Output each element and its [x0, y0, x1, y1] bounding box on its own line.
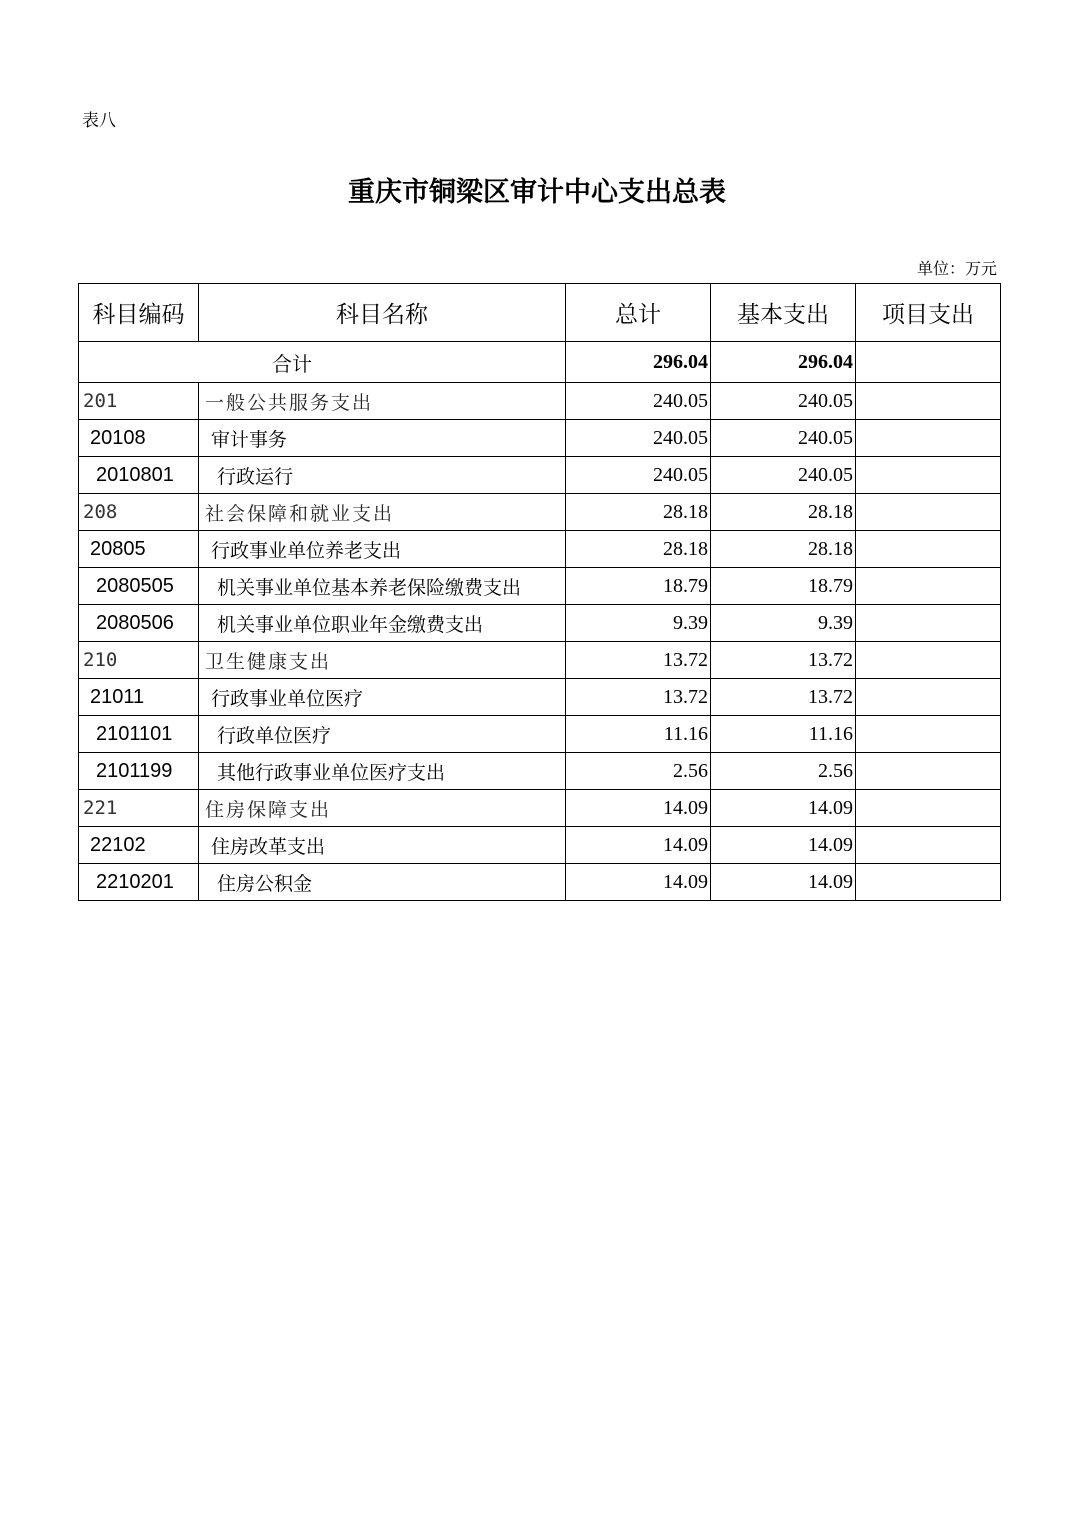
row-total: 18.79	[566, 568, 711, 605]
row-project	[856, 864, 1001, 901]
table-row	[79, 679, 1001, 716]
table-row	[79, 827, 1001, 864]
row-project	[856, 531, 1001, 568]
table-row	[79, 420, 1001, 457]
row-basic: 14.09	[711, 864, 856, 901]
row-code: 20805	[79, 531, 199, 568]
total-label: 合计	[79, 342, 566, 383]
row-basic: 11.16	[711, 716, 856, 753]
table-number: 表八	[82, 111, 116, 131]
row-project	[856, 679, 1001, 716]
row-project	[856, 716, 1001, 753]
row-code: 2101199	[79, 753, 199, 790]
row-name: 审计事务	[199, 420, 566, 457]
row-basic: 28.18	[711, 494, 856, 531]
row-name: 卫生健康支出	[199, 642, 566, 679]
row-basic: 28.18	[711, 531, 856, 568]
row-name: 行政运行	[199, 457, 566, 494]
total-sum: 296.04	[566, 342, 711, 383]
row-name: 机关事业单位职业年金缴费支出	[199, 605, 566, 642]
row-code: 2210201	[79, 864, 199, 901]
row-project	[856, 420, 1001, 457]
unit-label: 单位：万元	[916, 259, 997, 278]
row-total: 240.05	[566, 420, 711, 457]
row-code: 2080506	[79, 605, 199, 642]
table-row	[79, 716, 1001, 753]
row-code: 21011	[79, 679, 199, 716]
expenditure-table	[78, 283, 1001, 901]
row-project	[856, 790, 1001, 827]
row-name: 行政事业单位养老支出	[199, 531, 566, 568]
row-total: 28.18	[566, 531, 711, 568]
table-row	[79, 494, 1001, 531]
row-total: 14.09	[566, 790, 711, 827]
row-total: 9.39	[566, 605, 711, 642]
row-basic: 14.09	[711, 827, 856, 864]
row-project	[856, 827, 1001, 864]
row-total: 14.09	[566, 864, 711, 901]
row-project	[856, 457, 1001, 494]
row-basic: 2.56	[711, 753, 856, 790]
row-code: 2010801	[79, 457, 199, 494]
table-row	[79, 605, 1001, 642]
header-basic: 基本支出	[711, 284, 856, 342]
header-code: 科目编码	[79, 284, 199, 342]
total-basic: 296.04	[711, 342, 856, 383]
row-total: 13.72	[566, 679, 711, 716]
row-project	[856, 568, 1001, 605]
row-name: 行政事业单位医疗	[199, 679, 566, 716]
row-code: 221	[79, 790, 199, 827]
row-basic: 240.05	[711, 420, 856, 457]
row-name: 住房公积金	[199, 864, 566, 901]
row-basic: 9.39	[711, 605, 856, 642]
row-basic: 13.72	[711, 679, 856, 716]
row-basic: 240.05	[711, 457, 856, 494]
row-total: 11.16	[566, 716, 711, 753]
table-header-row	[79, 284, 1001, 342]
row-basic: 240.05	[711, 383, 856, 420]
row-name: 其他行政事业单位医疗支出	[199, 753, 566, 790]
row-project	[856, 642, 1001, 679]
row-name: 住房保障支出	[199, 790, 566, 827]
table-row	[79, 531, 1001, 568]
row-code: 210	[79, 642, 199, 679]
table-row	[79, 864, 1001, 901]
row-name: 行政单位医疗	[199, 716, 566, 753]
row-basic: 14.09	[711, 790, 856, 827]
document-title: 重庆市铜梁区审计中心支出总表	[348, 177, 726, 208]
total-project	[856, 342, 1001, 383]
row-name: 社会保障和就业支出	[199, 494, 566, 531]
row-basic: 13.72	[711, 642, 856, 679]
header-total: 总计	[566, 284, 711, 342]
row-total: 2.56	[566, 753, 711, 790]
row-name: 机关事业单位基本养老保险缴费支出	[199, 568, 566, 605]
table-row	[79, 383, 1001, 420]
row-code: 2101101	[79, 716, 199, 753]
row-project	[856, 753, 1001, 790]
row-code: 20108	[79, 420, 199, 457]
table-row	[79, 790, 1001, 827]
row-total: 28.18	[566, 494, 711, 531]
header-project: 项目支出	[856, 284, 1001, 342]
row-code: 22102	[79, 827, 199, 864]
row-name: 一般公共服务支出	[199, 383, 566, 420]
row-total: 240.05	[566, 457, 711, 494]
row-project	[856, 605, 1001, 642]
row-total: 13.72	[566, 642, 711, 679]
total-row	[79, 342, 1001, 383]
row-project	[856, 383, 1001, 420]
table-row	[79, 568, 1001, 605]
header-name: 科目名称	[199, 284, 566, 342]
table-row	[79, 642, 1001, 679]
row-code: 201	[79, 383, 199, 420]
row-project	[856, 494, 1001, 531]
row-total: 240.05	[566, 383, 711, 420]
row-code: 208	[79, 494, 199, 531]
table-row	[79, 753, 1001, 790]
row-basic: 18.79	[711, 568, 856, 605]
row-name: 住房改革支出	[199, 827, 566, 864]
table-row	[79, 457, 1001, 494]
row-code: 2080505	[79, 568, 199, 605]
row-total: 14.09	[566, 827, 711, 864]
